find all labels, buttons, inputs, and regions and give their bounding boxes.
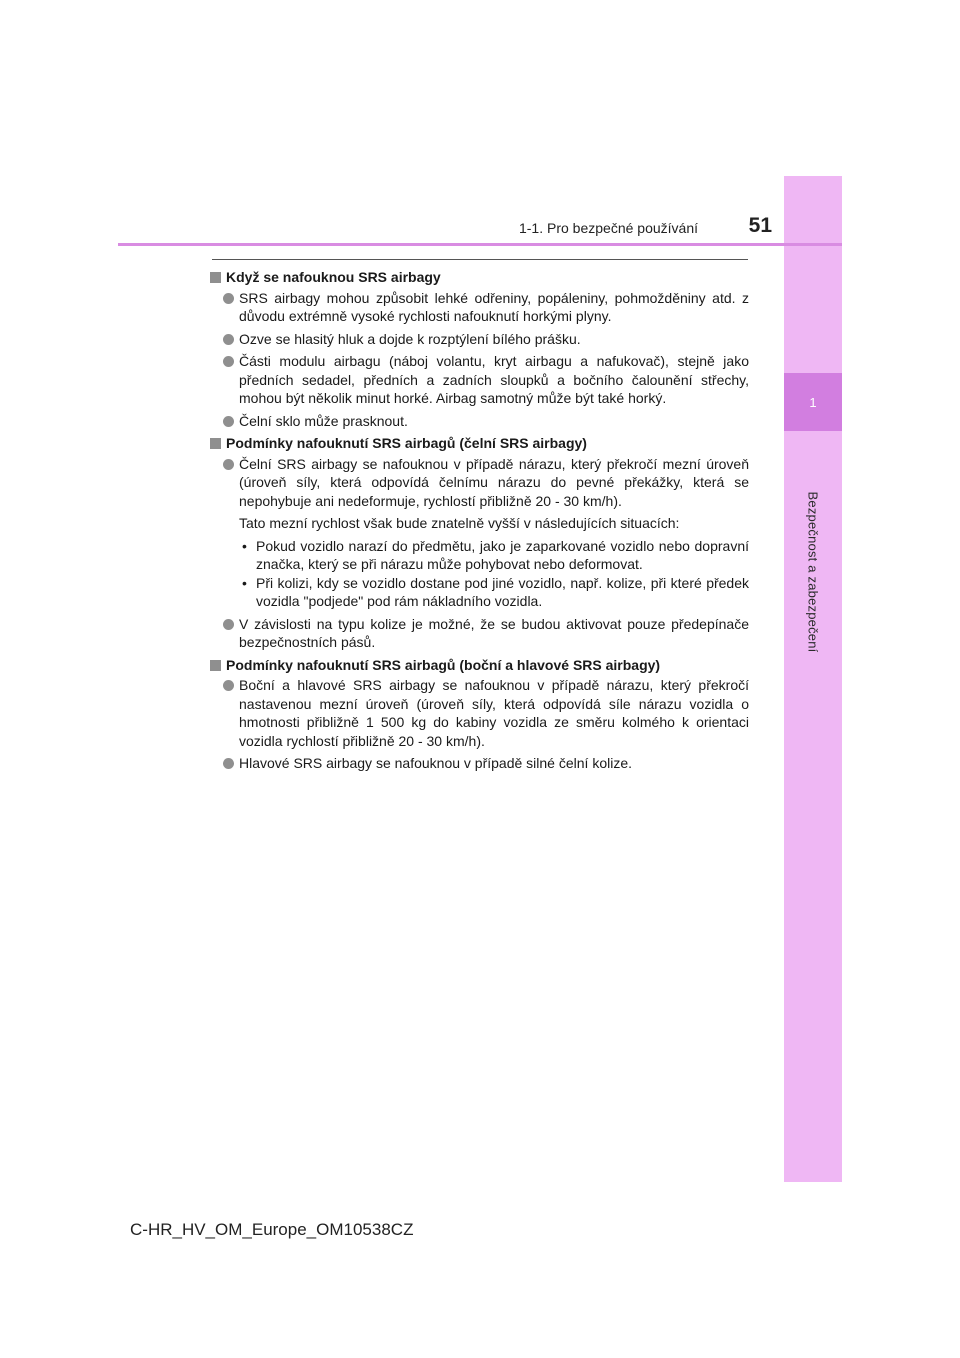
round-bullet-icon	[223, 758, 234, 769]
section-heading	[210, 434, 749, 453]
square-bullet-icon	[210, 660, 221, 671]
list-item-text: Hlavové SRS airbagy se nafouknou v případě silné čelní kolize.	[239, 755, 632, 771]
round-bullet-icon	[223, 293, 234, 304]
round-bullet-icon	[223, 680, 234, 691]
section-heading-text: Podmínky nafouknutí SRS airbagů (boční a hlavové SRS airbagy)	[226, 656, 661, 673]
list-item	[223, 412, 749, 431]
round-bullet-icon	[223, 356, 234, 367]
list-item	[223, 754, 749, 773]
list-item-text: Části modulu airbagu (náboj volantu, kryt airbagu a nafukovač), stejně jako předních sedadel, předních a zadních sloupků a bočního čalounění střechy, mohou být několik minut horké. Airbag samotný může být také horký.	[239, 353, 749, 406]
sub-list-item	[242, 537, 749, 574]
round-bullet-icon	[223, 334, 234, 345]
square-bullet-icon	[210, 438, 221, 449]
list-item	[223, 289, 749, 326]
list-item-text: Ozve se hlasitý hluk a dojde k rozptýlení bílého prášku.	[239, 330, 581, 347]
section-heading	[210, 656, 749, 675]
list-item-text: Čelní sklo může prasknout.	[239, 412, 408, 429]
chapter-number-badge: 1	[784, 373, 842, 431]
list-item	[223, 615, 749, 652]
section-heading-text: Podmínky nafouknutí SRS airbagů (čelní SRS airbagy)	[226, 435, 587, 451]
list-item-text: Čelní SRS airbagy se nafouknou v případě nárazu, který překročí mezní úroveň (úroveň síly, která odpovídá čelnímu nárazu do pevné překážky, která se nepohybuje ani nedeformuje, rychlostí přibližně 20 - 30 km/h).	[239, 455, 749, 509]
sub-list-item	[242, 574, 749, 611]
sub-list-item-text: Při kolizi, kdy se vozidlo dostane pod jiné vozidlo, např. kolize, při které předek vozidla "podjede" pod rám nákladního vozidla.	[256, 574, 749, 609]
round-bullet-icon	[223, 619, 234, 630]
list-item	[223, 352, 749, 408]
list-item	[223, 676, 749, 750]
list-item	[223, 455, 749, 511]
header-divider	[118, 243, 842, 246]
dot-marker-icon: •	[242, 537, 247, 554]
section-heading-text: Když se nafouknou SRS airbagy	[226, 269, 441, 285]
paragraph: Tato mezní rychlost však bude znatelně vyšší v následujících situacích:	[239, 515, 680, 531]
chapter-title-vertical: Bezpečnost a zabezpečení	[805, 491, 821, 653]
list-item-text: Boční a hlavové SRS airbagy se nafouknou v případě nárazu, který překročí nastavenou mezní úroveň (úroveň síly, která odpovídá síle nárazu vozidla o hmotnosti přibližně 1 500 kg do kabiny vozidla ze směru kolmého k orientaci vozidla rychlostí přibližně 20 - 30 km/h).	[239, 677, 749, 749]
content-top-rule	[212, 259, 748, 260]
document-code: C-HR_HV_OM_Europe_OM10538CZ	[130, 1220, 414, 1239]
page-content	[210, 265, 749, 777]
dot-marker-icon: •	[242, 574, 247, 591]
square-bullet-icon	[210, 272, 221, 283]
list-item-text: V závislosti na typu kolize je možné, že se budou aktivovat pouze předepínače bezpečnostních pásů.	[239, 615, 749, 650]
chapter-side-tab	[784, 176, 842, 1182]
list-item	[223, 330, 749, 349]
page-number: 51	[748, 214, 772, 237]
section-heading	[210, 268, 749, 287]
round-bullet-icon	[223, 416, 234, 427]
round-bullet-icon	[223, 459, 234, 470]
sub-list-item-text: Pokud vozidlo narazí do předmětu, jako je zaparkované vozidlo nebo dopravní značka, který se při nárazu může pohybovat nebo deformovat.	[256, 537, 749, 572]
list-item-text: SRS airbagy mohou způsobit lehké odřeniny, popáleniny, pohmožděniny atd. z důvodu extrémně vysoké rychlosti nafouknutí horkými plyny.	[239, 289, 749, 324]
running-header-section: 1-1. Pro bezpečné používání	[518, 220, 698, 236]
